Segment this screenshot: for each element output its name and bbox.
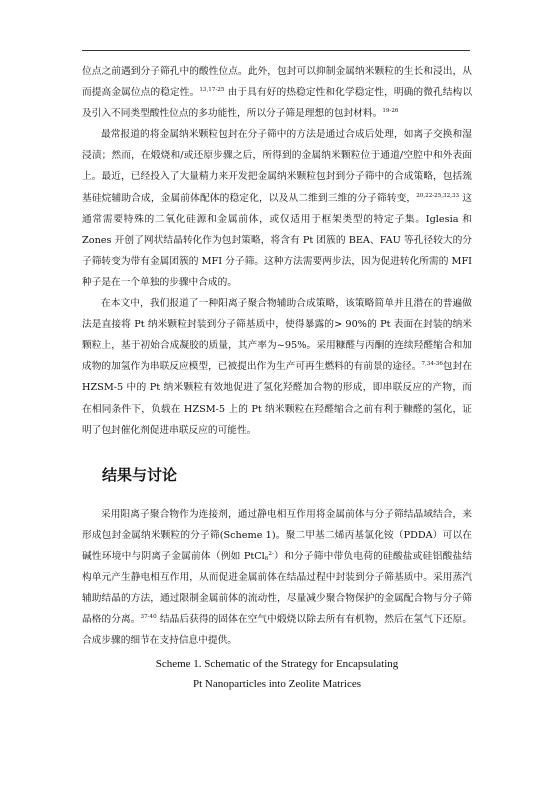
citation: 20,22-25,32,33 — [416, 192, 460, 199]
citation: 13,17-25 — [199, 87, 225, 94]
paragraph-2 — [82, 124, 472, 293]
paragraph-text: 结晶后获得的固体在空气中煅烧以除去所有有机物，然后在氢气下还原。合成步骤的细节在支持信息中提供。 — [82, 614, 473, 647]
paragraph-text: 采用阳离子聚合物作为连接剂，通过静电相互作用将金属前体与分子筛结晶域结合，来形成包封金属纳米颗粒的分子筛(Scheme 1)。聚二甲基二烯丙基氯化铵（PDDA）可以在碱性环境中与阴离子金属前体（例如 PtCl — [82, 508, 472, 562]
paragraph-text: 这通常需要特殊的二氧化硅源和金属前体，或仅适用于框架类型的特定子集。Iglesia 和 Zones 开创了网状结晶转化作为包封策略，将含有 Pt 团簇的 BEA、FAU 等孔径较大的分子筛转变为带有金属团簇的 MFI 分子筛。这种方法需要两步法，因为促进转化所需的 MFI 种子是在一个单独的步骤中合成的。 — [82, 192, 472, 288]
scheme-caption — [82, 654, 472, 694]
paragraph-text: 包封在 HZSM-5 中的 Pt 纳米颗粒有效地促进了氢化羟醛加合物的形成，即串联反应的产物，而在相同条件下，负载在 HZSM-5 上的 Pt 纳米颗粒在羟醛缩合之前有利于糠醛的氢化，证明了包封催化剂促进串联反应的可能性。 — [82, 361, 473, 436]
paragraph-text: 位点之前遇到分子筛孔中的酸性位点。此外，包封可以抑制金属纳米颗粒的生长和浸出，从而提高金属位点的稳定性。 — [82, 66, 472, 99]
paragraph-4 — [82, 504, 472, 652]
citation: 19-26 — [382, 108, 399, 115]
paragraph-text: ）和分子筛中带负电荷的硅酸盐或硅铝酸盐结构单元产生静电相互作用，从而促进金属前体在结晶过程中封装到分子筛基质中。采用蒸汽辅助结晶的方法，通过限制金属前体的流动性，尽量减少聚合物保护的金属配合物与分子筛晶格的分离。 — [82, 550, 473, 626]
page-body — [82, 61, 472, 694]
subscript: 6 — [264, 555, 269, 562]
caption-line: Scheme 1. Schematic of the Strategy for Encapsulating — [155, 658, 399, 671]
superscript: 2- — [268, 550, 274, 557]
header-rule — [82, 50, 470, 51]
paragraph-text: 在本文中，我们报道了一种阳离子聚合物辅助合成策略，该策略简单并且潜在的普遍做法是直接将 Pt 纳米颗粒封装到分子筛基质中，使得暴露的> 90%的 Pt 表面在封装的纳米颗粒上，基于初始合成凝胶的质量，其产率为~95%。采用糠醛与丙酮的连续羟醛缩合和加成物的加氢作为串联反应模型，已被提出作为生产可再生燃料的有前景的途径。 — [82, 298, 472, 373]
section-heading: 结果与讨论 — [102, 465, 178, 484]
paragraph-text: 由于具有好的热稳定性和化学稳定性，明确的微孔结构以及引入不同类型酸性位点的多功能性，所以分子筛是理想的包封材料。 — [82, 87, 473, 120]
citation: 37-40 — [140, 614, 157, 621]
caption-line: Pt Nanoparticles into Zeolite Matrices — [192, 678, 361, 691]
citation: 7,34-36 — [421, 361, 443, 368]
paragraph-1 — [82, 61, 472, 124]
paragraph-3 — [82, 293, 472, 441]
paragraph-text: 最常报道的将金属纳米颗粒包封在分子筛中的方法是通过合成后处理，如离子交换和湿浸渍；然而，在煅烧和/或还原步骤之后，所得到的金属纳米颗粒位于通道/空腔中和外表面上。最近，已经投入了大量精力来开发把金属纳米颗粒包封到分子筛中的合成策略，包括巯基硅烷辅助合成，金属前体配体的稳定化，以及从二维到三维的分子筛转变， — [82, 129, 472, 204]
